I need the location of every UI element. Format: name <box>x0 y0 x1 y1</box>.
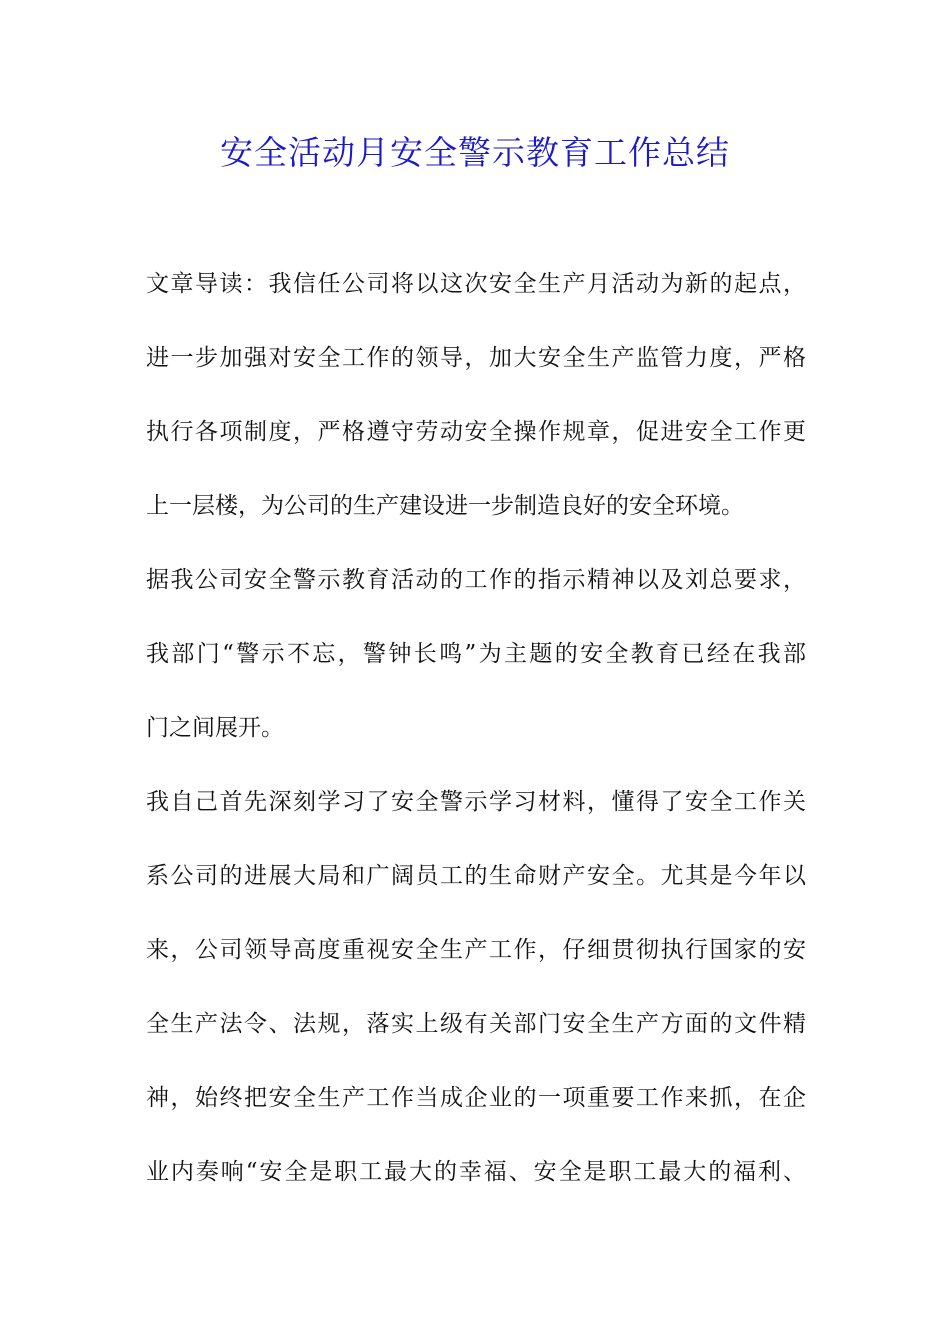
text-line: 据我公司安全警示教育活动的工作的指示精神以及刘总要求， <box>146 567 806 593</box>
text-line: 全生产法令、法规，落实上级有关部门安全生产方面的文件精 <box>146 1011 806 1037</box>
text-line: 系公司的进展大局和广阔员工的生命财产安全。尤其是今年以 <box>146 863 806 889</box>
text-line: 上一层楼，为公司的生产建设进一步制造良好的安全环境。 <box>146 493 744 519</box>
text-line: 执行各项制度，严格遵守劳动安全操作规章，促进安全工作更 <box>146 419 806 445</box>
text-line: 进一步加强对安全工作的领导，加大安全生产监管力度，严格 <box>146 345 806 371</box>
text-line: 我部门“警示不忘，警钟长鸣”为主题的安全教育已经在我部 <box>146 641 806 667</box>
text-line: 门之间展开。 <box>146 715 284 741</box>
text-line: 文章导读：我信任公司将以这次安全生产月活动为新的起点， <box>146 271 806 297</box>
text-line: 神，始终把安全生产工作当成企业的一项重要工作来抓，在企 <box>146 1085 806 1111</box>
text-line: 业内奏响“安全是职工最大的幸福、安全是职工最大的福利、 <box>146 1159 806 1185</box>
document-body <box>146 260 806 1222</box>
text-line: 来，公司领导高度重视安全生产工作，仔细贯彻执行国家的安 <box>146 937 806 963</box>
text-line: 我自己首先深刻学习了安全警示学习材料，懂得了安全工作关 <box>146 789 806 815</box>
page-title: 安全活动月安全警示教育工作总结 <box>220 133 730 172</box>
